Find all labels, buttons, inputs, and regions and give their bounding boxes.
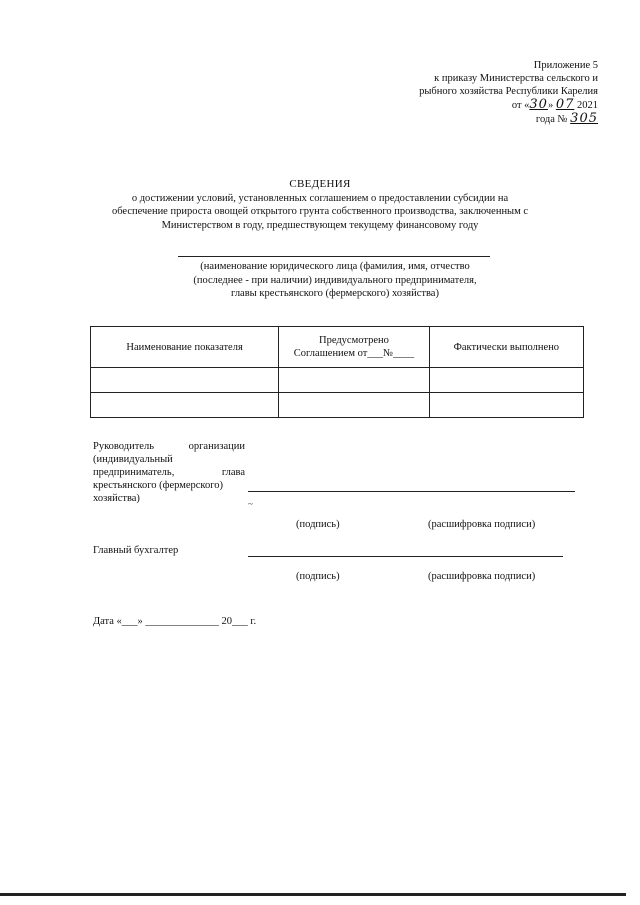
head-signatory-label <box>93 440 245 505</box>
title-line-3: Министерством в году, предшествующем текущему финансовому году <box>161 219 479 231</box>
header-planned-line-2: Соглашением от___№____ <box>293 348 415 359</box>
table-row <box>91 368 584 393</box>
table-header-row <box>91 327 584 368</box>
org-caption-line-1: (наименование юридического лица (фамилия, имя, отчество <box>200 261 470 272</box>
table-cell[interactable] <box>91 368 279 393</box>
date-day: 30 <box>529 97 548 112</box>
title-line-1: о достижении условий, установленных соглашением о предоставлении субсидии на <box>131 192 509 204</box>
title-heading: СВЕДЕНИЯ <box>289 178 351 190</box>
appendix-title: Приложение 5 <box>533 60 598 71</box>
appendix-date <box>338 98 598 112</box>
header-indicator-name: Наименование показателя <box>91 327 279 368</box>
date-field[interactable]: Дата «___» ______________ 20___ г. <box>93 616 257 627</box>
head-signature-line[interactable] <box>248 491 575 492</box>
accountant-signature-caption: (подпись) <box>296 571 340 582</box>
date-mid: » <box>547 100 554 111</box>
head-label-line-2: (индивидуальный <box>93 454 173 465</box>
indicators-table <box>90 326 584 418</box>
table-cell[interactable] <box>279 393 429 418</box>
document-title <box>60 178 580 232</box>
head-signature-caption: (подпись) <box>296 519 340 530</box>
table-cell[interactable] <box>91 393 279 418</box>
chief-accountant-label: Главный бухгалтер <box>93 545 179 556</box>
head-label-line-4: крестьянского (фермерского) <box>93 480 224 491</box>
head-label-line-3: предприниматель, глава <box>93 467 245 478</box>
order-prefix: года № <box>535 114 568 125</box>
title-line-2: обеспечение прироста овощей открытого грунта собственного производства, заключенным с <box>111 206 529 217</box>
head-signature-decode-caption: (расшифровка подписи) <box>428 519 536 530</box>
header-planned-line-1: Предусмотрено <box>318 335 389 346</box>
date-month: 07 <box>555 97 575 112</box>
appendix-order-ref-2: рыбного хозяйства Республики Карелия <box>419 86 598 97</box>
date-year: 2021 <box>577 100 598 111</box>
table-cell[interactable] <box>429 368 583 393</box>
header-actual: Фактически выполнено <box>429 327 583 368</box>
org-caption-line-3: главы крестьянского (фермерского) хозяйства) <box>231 288 439 299</box>
table-cell[interactable] <box>429 393 583 418</box>
appendix-order-number <box>338 112 598 126</box>
head-label-line-1: Руководитель организации <box>93 441 245 452</box>
appendix-block <box>338 59 598 126</box>
accountant-signature-decode-caption: (расшифровка подписи) <box>428 571 536 582</box>
date-prefix: от « <box>511 100 530 111</box>
org-name-field-line[interactable] <box>178 256 490 257</box>
head-label-line-5: хозяйства) <box>93 493 140 504</box>
appendix-order-ref-1: к приказу Министерства сельского и <box>434 73 598 84</box>
org-caption-line-2: (последнее - при наличии) индивидуального предпринимателя, <box>193 274 477 286</box>
stray-mark: ~ <box>248 499 253 509</box>
header-planned <box>279 327 429 368</box>
accountant-signature-line[interactable] <box>248 556 563 557</box>
org-name-caption <box>160 260 510 301</box>
table-cell[interactable] <box>279 368 429 393</box>
scan-edge-bar <box>0 893 626 896</box>
table-row <box>91 393 584 418</box>
order-number: 305 <box>570 111 598 126</box>
